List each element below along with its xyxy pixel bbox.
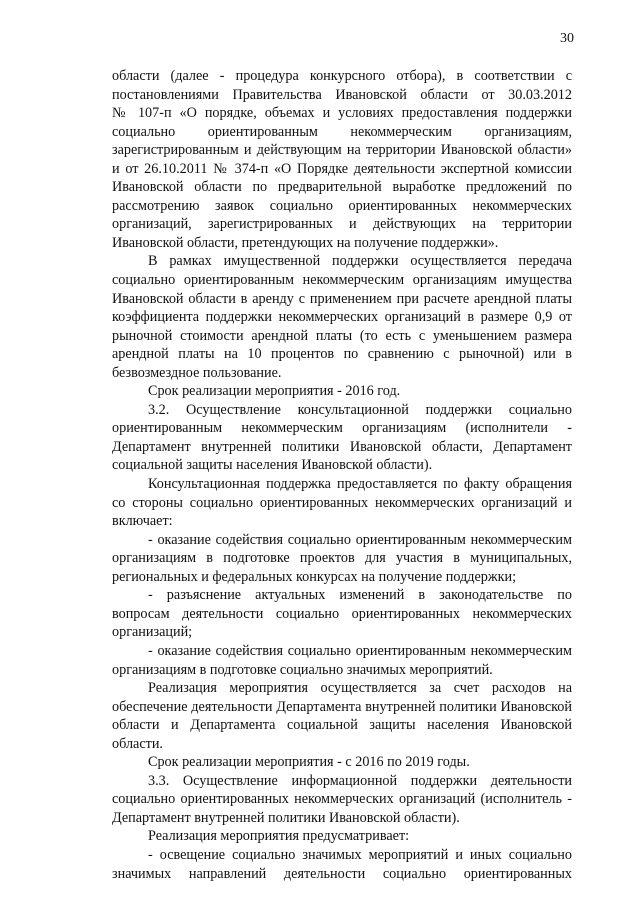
text-line: Ивановской области в аренду с применением при расчете арендной платы	[112, 290, 572, 307]
text-line: области и Департамента социальной защиты населения Ивановской	[112, 717, 572, 734]
text-line: коэффициента поддержки некоммерческих организаций в размере 0,9 от	[112, 309, 572, 326]
text-line: Ивановской области, претендующих на получение поддержки».	[112, 234, 499, 251]
text-line: социально ориентированных некоммерческих организаций (исполнитель -	[112, 791, 572, 808]
text-line: области.	[112, 735, 163, 752]
text-line: Консультационная поддержка предоставляется по факту обращения	[148, 476, 572, 493]
text-line: рыночной стоимости арендной платы (то есть с уменьшением размера	[112, 327, 572, 344]
page-number: 30	[560, 31, 574, 46]
text-line: зарегистрированным и действующим на территории Ивановской области»	[112, 142, 572, 159]
text-line: Реализация мероприятия предусматривает:	[148, 828, 410, 845]
text-line: социальной защиты населения Ивановской области).	[112, 457, 433, 474]
text-line: В рамках имущественной поддержки осуществляется передача	[148, 253, 572, 270]
text-line: социально ориентированным некоммерческим организациям,	[112, 123, 572, 140]
text-line: 3.3. Осуществление информационной поддержки деятельности	[148, 772, 572, 789]
text-line: - оказание содействия социально ориентированным некоммерческим	[148, 531, 572, 548]
text-line: - разъяснение актуальных изменений в законодательстве по	[148, 587, 572, 604]
text-line: Департамент внутренней политики Ивановской области, Департамент	[112, 438, 572, 455]
text-line: № 107-п «О порядке, объемах и условиях предоставления поддержки	[112, 105, 572, 122]
text-line: и от 26.10.2011 № 374-п «О Порядке деятельности экспертной комиссии	[112, 160, 572, 177]
body-text	[112, 67, 572, 883]
text-line: Реализация мероприятия осуществляется за счет расходов на	[148, 680, 572, 697]
text-line: вопросам деятельности социально ориентированных некоммерческих	[112, 605, 572, 622]
text-line: региональных и федеральных конкурсах на получение поддержки;	[112, 568, 517, 585]
text-line: - оказание содействия социально ориентированным некоммерческим	[148, 642, 572, 659]
text-line: организаций;	[112, 624, 193, 641]
text-line: организациям в подготовке проектов для участия в муниципальных,	[112, 550, 572, 567]
text-line: со стороны социально ориентированных некоммерческих организаций и	[112, 494, 572, 511]
text-line: Департамент внутренней политики Ивановской области).	[112, 809, 460, 826]
text-line: Ивановской области по предварительной выработке предложений по	[112, 179, 572, 196]
text-line: рассмотрению заявок социально ориентированных некоммерческих	[112, 197, 572, 214]
text-line: социально ориентированным некоммерческим организациям имущества	[112, 272, 572, 289]
text-line: ориентированным некоммерческим организациям (исполнители -	[112, 420, 572, 437]
text-line: включает:	[112, 513, 173, 530]
text-line: организациям в подготовке социально значимых мероприятий.	[112, 661, 493, 678]
text-line: арендной платы на 10 процентов по сравнению с рыночной) или в	[112, 346, 572, 363]
text-line: постановлениями Правительства Ивановской области от 30.03.2012	[112, 86, 572, 103]
text-line: Срок реализации мероприятия - 2016 год.	[148, 383, 401, 400]
text-line: Срок реализации мероприятия - с 2016 по 2019 годы.	[148, 754, 470, 771]
text-line: области (далее - процедура конкурсного отбора), в соответствии с	[112, 68, 572, 84]
text-line: безвозмездное пользование.	[112, 364, 282, 381]
text-line: организаций, зарегистрированных и действующих на территории	[112, 216, 572, 233]
text-line: значимых направлений деятельности социально ориентированных	[112, 865, 572, 882]
text-line: обеспечение деятельности Департамента внутренней политики Ивановской	[112, 698, 572, 715]
text-line: - освещение социально значимых мероприятий и иных социально	[148, 846, 572, 863]
text-line: 3.2. Осуществление консультационной поддержки социально	[148, 401, 572, 418]
